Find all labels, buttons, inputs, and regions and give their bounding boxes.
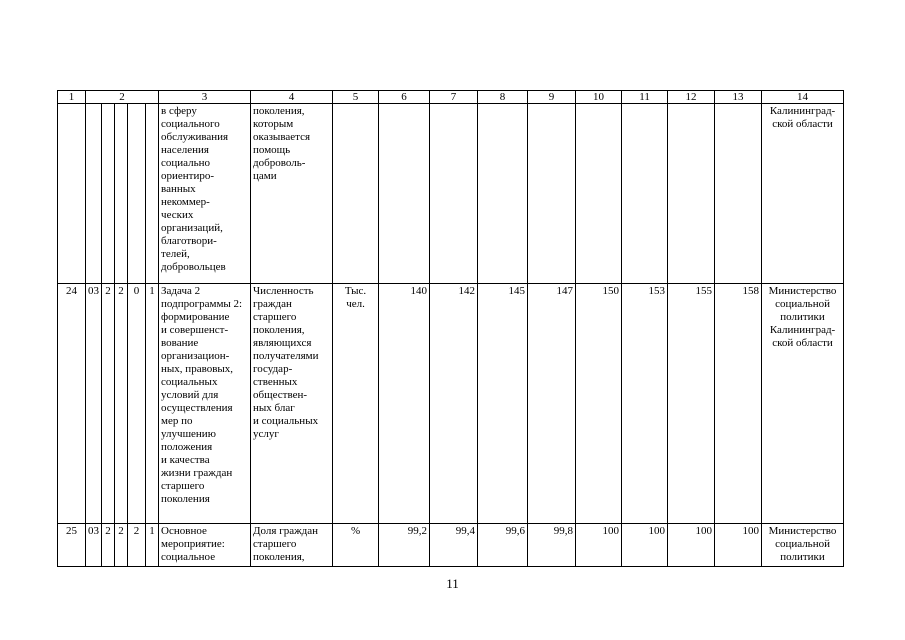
value-cell (622, 104, 668, 284)
value-cell: 99,2 (379, 524, 430, 567)
row-number: 24 (58, 284, 86, 524)
value-cell: 100 (622, 524, 668, 567)
value-cell (715, 104, 762, 284)
value-cell (430, 104, 478, 284)
value-cell: 100 (668, 524, 715, 567)
task-cell: Основное мероприятие: социальное (159, 524, 251, 567)
code-cell (115, 104, 128, 284)
row-number (58, 104, 86, 284)
code-cell: 2 (115, 284, 128, 524)
table-row (58, 284, 844, 524)
unit-cell (333, 104, 379, 284)
header-col-10: 10 (576, 91, 622, 104)
table-row (58, 104, 844, 284)
responsible-cell: Министерство социальной политики Калининград- ской области (762, 284, 844, 524)
header-col-5: 5 (333, 91, 379, 104)
value-cell: 142 (430, 284, 478, 524)
code-cell: 2 (102, 524, 115, 567)
value-cell: 100 (715, 524, 762, 567)
value-cell: 99,8 (528, 524, 576, 567)
header-col-7: 7 (430, 91, 478, 104)
header-col-2: 2 (86, 91, 159, 104)
value-cell: 140 (379, 284, 430, 524)
code-cell: 2 (102, 284, 115, 524)
indicators-table (57, 90, 844, 567)
value-cell (478, 104, 528, 284)
indicator-cell: Численность граждан старшего поколения, являющихся получателями государ- ственных обществен- ных благ и социальных услуг (251, 284, 333, 524)
responsible-cell: Министерство социальной политики (762, 524, 844, 567)
value-cell (576, 104, 622, 284)
header-col-4: 4 (251, 91, 333, 104)
header-col-6: 6 (379, 91, 430, 104)
value-cell (528, 104, 576, 284)
value-cell: 150 (576, 284, 622, 524)
value-cell: 147 (528, 284, 576, 524)
code-cell (102, 104, 115, 284)
value-cell: 100 (576, 524, 622, 567)
value-cell: 145 (478, 284, 528, 524)
header-row (58, 91, 844, 104)
table-row (58, 524, 844, 567)
value-cell: 155 (668, 284, 715, 524)
code-cell: 1 (146, 284, 159, 524)
code-cell: 1 (146, 524, 159, 567)
unit-cell: Тыс. чел. (333, 284, 379, 524)
task-cell: Задача 2 подпрограммы 2: формирование и совершенст- вование организацион- ных, правовых, социальных условий для осуществления мер по улучшению положения и качества жизни граждан старшего поколения (159, 284, 251, 524)
code-cell: 2 (128, 524, 146, 567)
header-col-11: 11 (622, 91, 668, 104)
header-col-13: 13 (715, 91, 762, 104)
code-cell: 03 (86, 284, 102, 524)
task-cell: в сферу социального обслуживания населения социально ориентиро- ванных некоммер- ческих организаций, благотвори- телей, добровольцев (159, 104, 251, 284)
unit-cell: % (333, 524, 379, 567)
value-cell: 158 (715, 284, 762, 524)
value-cell (379, 104, 430, 284)
code-cell (146, 104, 159, 284)
indicator-cell: поколения, которым оказывается помощь доброволь- цами (251, 104, 333, 284)
code-cell (128, 104, 146, 284)
header-col-3: 3 (159, 91, 251, 104)
value-cell (668, 104, 715, 284)
header-col-12: 12 (668, 91, 715, 104)
value-cell: 99,6 (478, 524, 528, 567)
indicator-cell: Доля граждан старшего поколения, (251, 524, 333, 567)
page-number: 11 (446, 576, 459, 591)
header-col-1: 1 (58, 91, 86, 104)
code-cell: 0 (128, 284, 146, 524)
code-cell: 2 (115, 524, 128, 567)
value-cell: 153 (622, 284, 668, 524)
value-cell: 99,4 (430, 524, 478, 567)
code-cell: 03 (86, 524, 102, 567)
header-col-9: 9 (528, 91, 576, 104)
code-cell (86, 104, 102, 284)
responsible-cell: Калининград- ской области (762, 104, 844, 284)
row-number: 25 (58, 524, 86, 567)
header-col-14: 14 (762, 91, 844, 104)
header-col-8: 8 (478, 91, 528, 104)
